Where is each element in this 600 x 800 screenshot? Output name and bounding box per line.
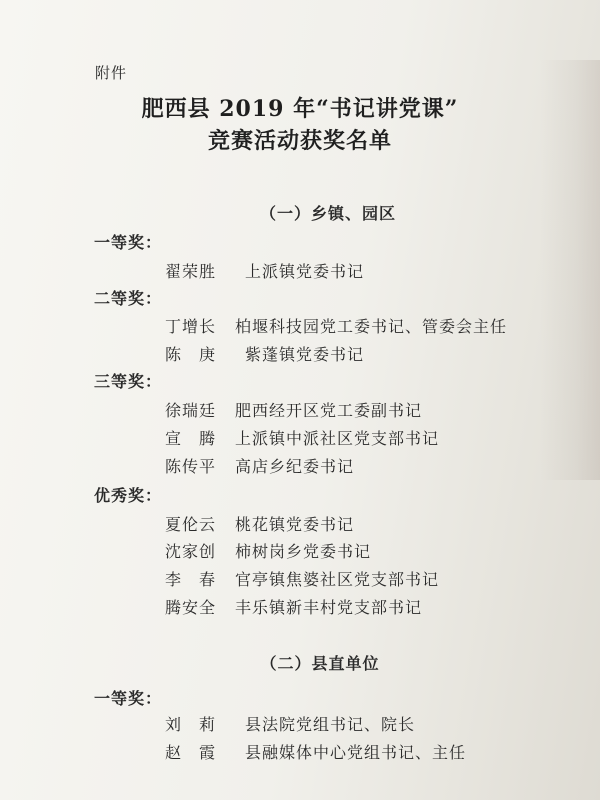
award-level-second: 二等奖： <box>94 289 163 308</box>
winner-entry <box>165 314 507 337</box>
winner-name: 陈 庚 <box>165 345 217 364</box>
winner-position: 肥西经开区党工委副书记 <box>235 401 423 420</box>
winner-position: 县融媒体中心党组书记、主任 <box>245 743 467 762</box>
winner-name: 沈家创 <box>165 542 217 561</box>
winner-entry <box>165 426 439 449</box>
winner-position: 上派镇中派社区党支部书记 <box>235 429 440 448</box>
winner-position: 紫蓬镇党委书记 <box>245 345 365 364</box>
winner-entry <box>165 539 371 562</box>
award-level-third: 三等奖： <box>94 372 163 391</box>
section-heading-towns: （一）乡镇、园区 <box>259 204 396 223</box>
winner-entry <box>165 454 354 477</box>
winner-entry <box>165 567 439 590</box>
winner-position: 桃花镇党委书记 <box>235 515 355 534</box>
award-level-first: 一等奖： <box>94 233 163 252</box>
page-shadow <box>540 60 600 480</box>
attachment-label: 附件 <box>95 64 128 82</box>
winner-name: 赵 霞 <box>165 743 217 762</box>
winner-name: 陈传平 <box>165 457 217 476</box>
winner-position: 县法院党组书记、院长 <box>245 715 416 734</box>
winner-position: 柏堰科技园党工委书记、管委会主任 <box>235 317 508 336</box>
winner-name: 宣 腾 <box>165 429 217 448</box>
winner-name: 翟荣胜 <box>165 262 217 281</box>
winner-position: 官亭镇焦婆社区党支部书记 <box>235 570 440 589</box>
winner-entry <box>165 595 422 618</box>
winner-name: 丁增长 <box>165 317 217 336</box>
winner-name: 徐瑞廷 <box>165 401 217 420</box>
winner-entry <box>165 398 422 421</box>
winner-entry <box>165 259 364 282</box>
winner-entry <box>165 342 364 365</box>
winner-entry <box>165 512 354 535</box>
section-heading-county-units: （二）县直单位 <box>260 654 380 673</box>
award-level-first: 一等奖： <box>94 689 163 708</box>
winner-position: 高店乡纪委书记 <box>235 457 355 476</box>
winner-name: 腾安全 <box>165 598 217 617</box>
winner-entry <box>165 740 466 763</box>
winner-name: 夏伦云 <box>165 515 217 534</box>
winner-entry <box>165 712 415 735</box>
winner-position: 上派镇党委书记 <box>245 262 365 281</box>
winner-position: 丰乐镇新丰村党支部书记 <box>235 598 423 617</box>
winner-name: 李 春 <box>165 570 217 589</box>
winner-name: 刘 莉 <box>165 715 217 734</box>
document-title-line-2: 竞赛活动获奖名单 <box>207 128 392 154</box>
winner-position: 柿树岗乡党委书记 <box>235 542 372 561</box>
document-title-line-1: 肥西县 2019 年“书记讲党课” <box>141 96 459 122</box>
award-level-merit: 优秀奖： <box>94 486 163 505</box>
